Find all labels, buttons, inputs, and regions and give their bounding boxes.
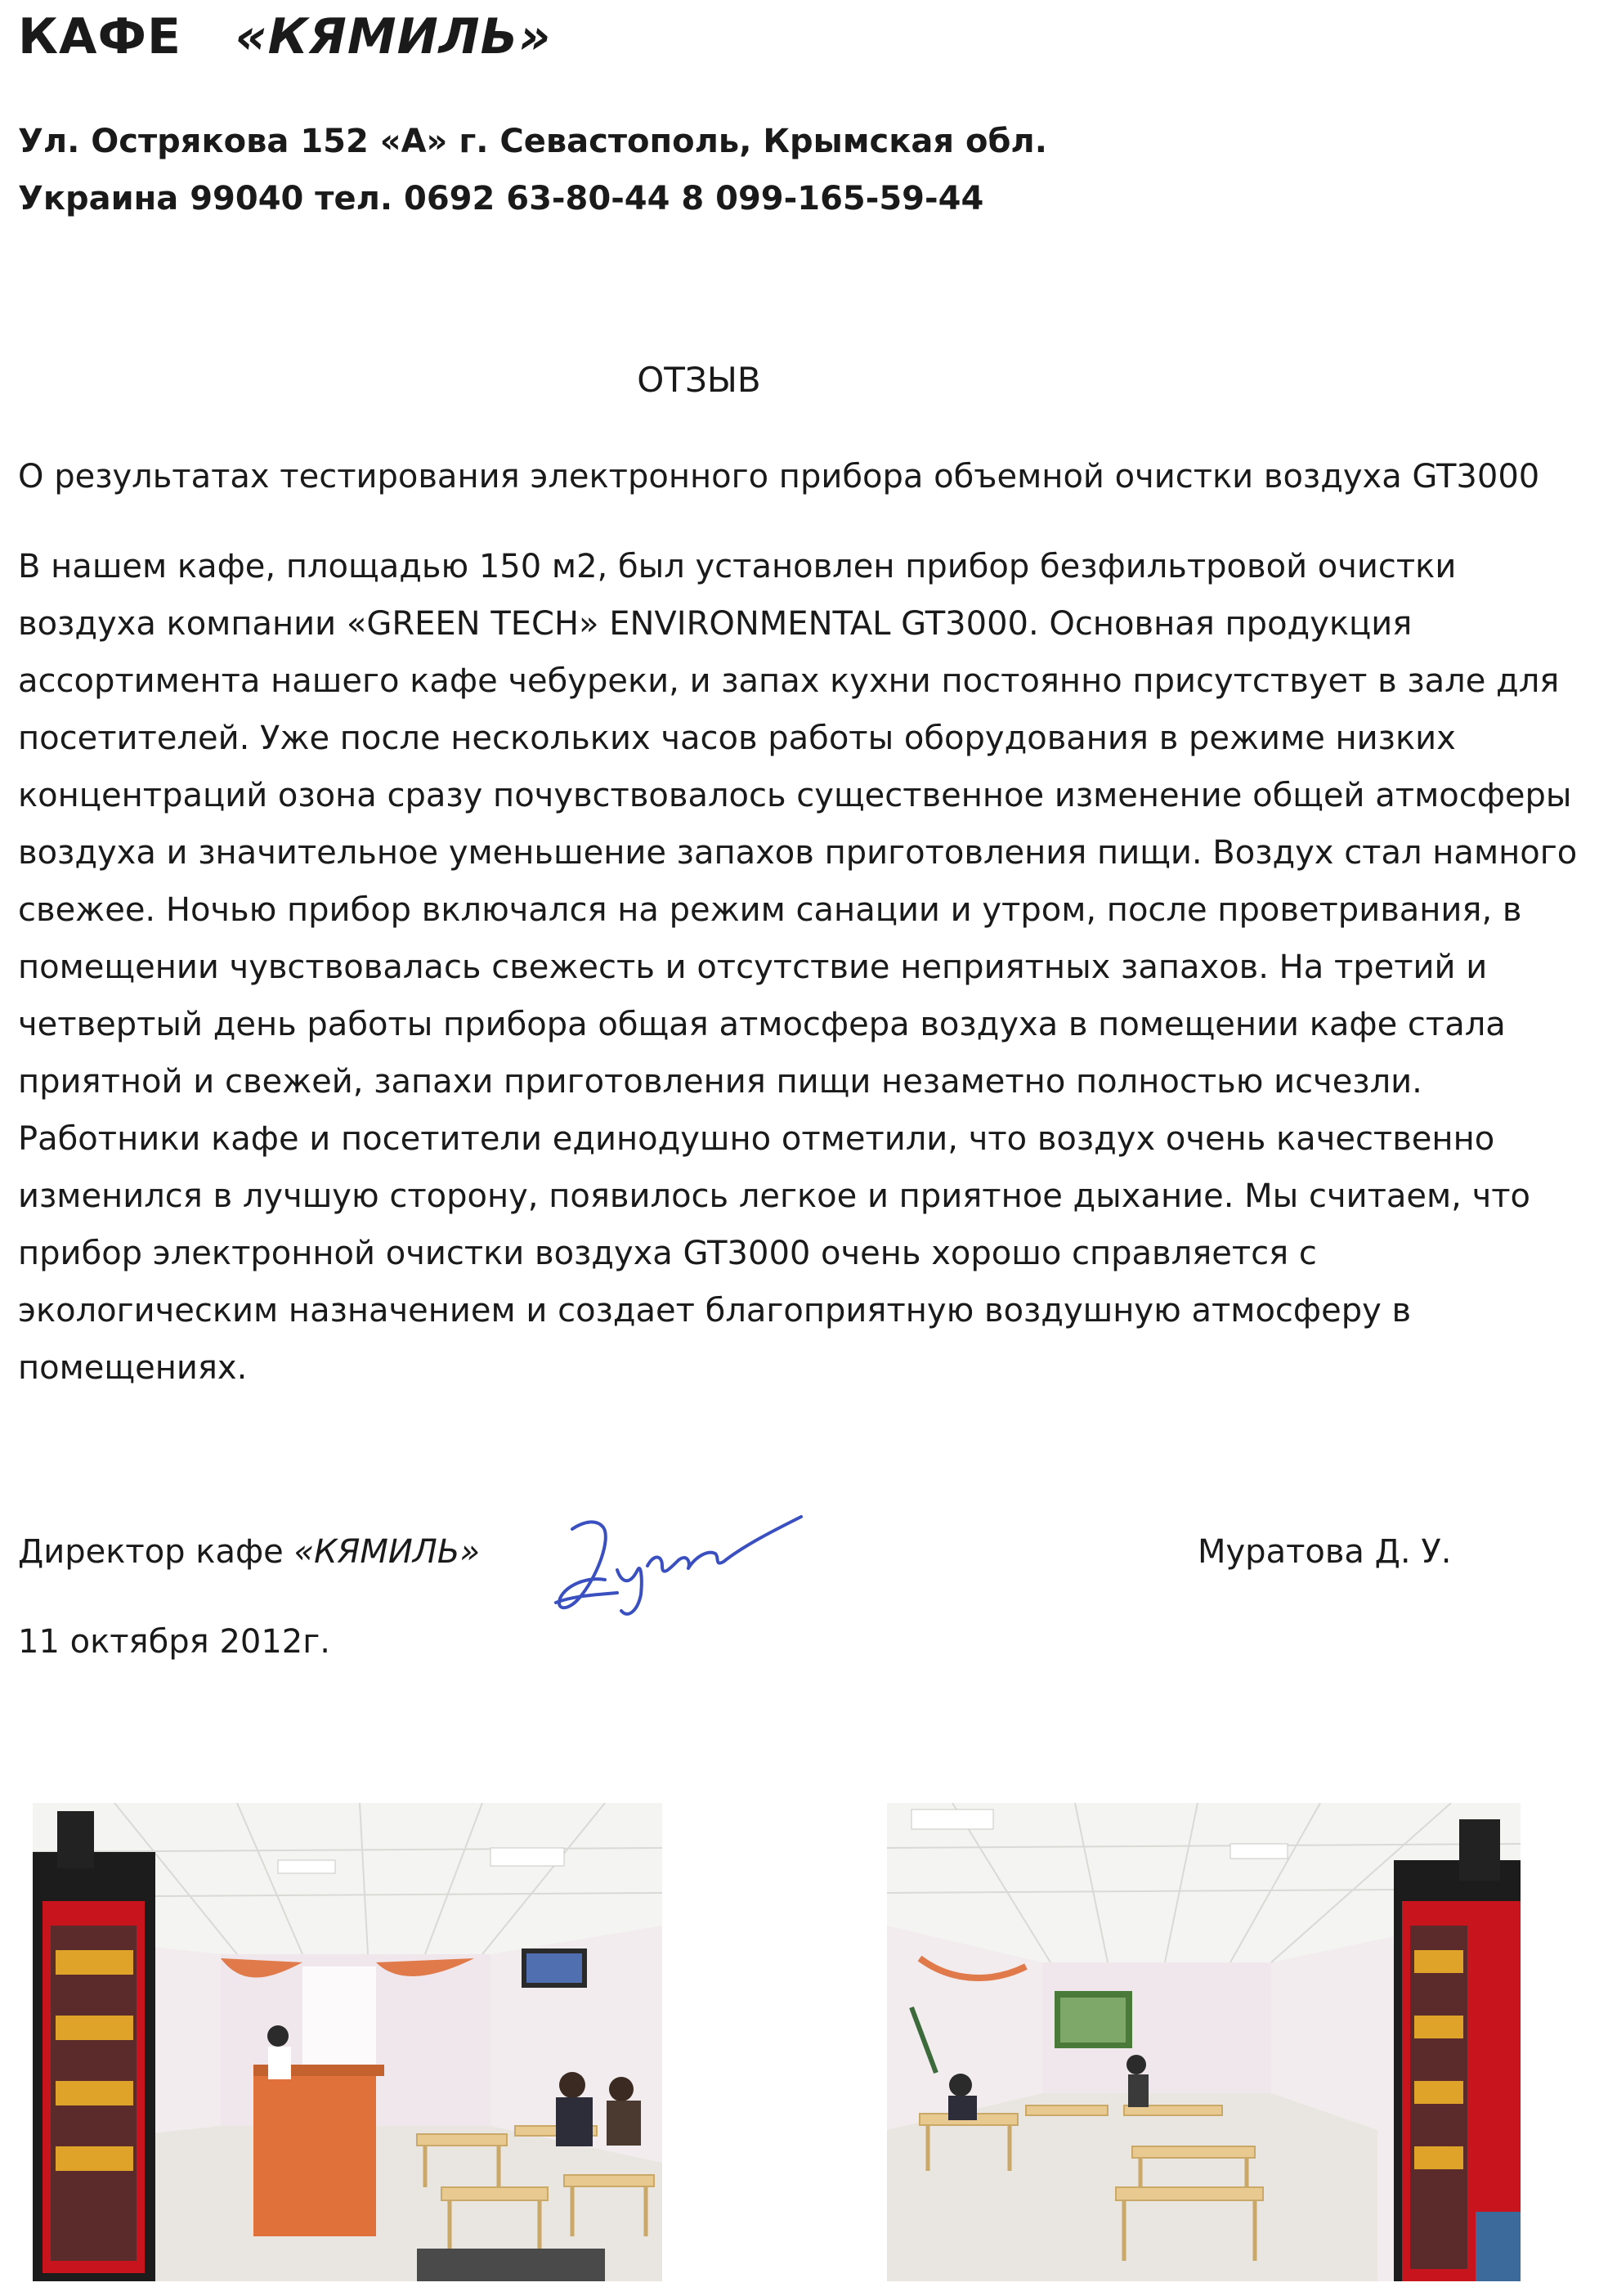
handwritten-signature: [540, 1488, 817, 1630]
body-line: четвертый день работы прибора общая атмосфера воздуха в помещении кафе стала: [18, 1006, 1506, 1043]
director-position-prefix: Директор кафе: [18, 1533, 294, 1571]
document-date: 11 октября 2012г.: [18, 1623, 330, 1661]
body-line: свежее. Ночью прибор включался на режим санации и утром, после проветривания, в: [18, 891, 1522, 929]
document-subject: О результатах тестирования электронного прибора объемной очистки воздуха GT3000: [18, 458, 1540, 496]
body-line: помещении чувствовалась свежесть и отсутствие неприятных запахов. На третий и: [18, 948, 1488, 986]
cafe-title-prefix: КАФЕ: [18, 8, 181, 65]
body-line: воздуха и значительное уменьшение запахов приготовления пищи. Воздух стал намного: [18, 834, 1578, 872]
body-line: В нашем кафе, площадью 150 м2, был установлен прибор безфильтровой очистки: [18, 548, 1457, 585]
body-line: посетителей. Уже после нескольких часов работы оборудования в режиме низких: [18, 720, 1456, 757]
cafe-title-name: «КЯМИЛЬ»: [235, 8, 552, 65]
body-line: изменился в лучшую сторону, появилось легкое и приятное дыхание. Мы считаем, что: [18, 1177, 1530, 1215]
director-position-cafe: «КЯМИЛЬ»: [293, 1533, 481, 1571]
director-name: Муратова Д. У.: [1198, 1533, 1452, 1571]
cafe-interior-photo-1: [33, 1803, 662, 2281]
body-line: Работники кафе и посетители единодушно отметили, что воздух очень качественно: [18, 1120, 1495, 1158]
address-line-2: Украина 99040 тел. 0692 63-80-44 8 099-165-59-44: [18, 180, 984, 217]
body-line: экологическим назначением и создает благоприятную воздушную атмосферу в: [18, 1292, 1412, 1330]
body-line: концентраций озона сразу почувствовалось существенное изменение общей атмосферы: [18, 777, 1572, 814]
body-line: воздуха компании «GREEN TECH» ENVIRONMENTAL GT3000. Основная продукция: [18, 605, 1413, 643]
body-line: помещениях.: [18, 1349, 248, 1387]
cafe-title: [18, 8, 551, 65]
document-title: ОТЗЫВ: [637, 360, 761, 400]
director-position: [18, 1533, 480, 1571]
body-line: ассортимента нашего кафе чебуреки, и запах кухни постоянно присутствует в зале для: [18, 662, 1560, 700]
address-line-1: Ул. Острякова 152 «А» г. Севастополь, Крымская обл.: [18, 123, 1047, 160]
cafe-interior-photo-2: [887, 1803, 1521, 2281]
body-line: прибор электронной очистки воздуха GT3000 очень хорошо справляется с: [18, 1235, 1317, 1272]
body-line: приятной и свежей, запахи приготовления пищи незаметно полностью исчезли.: [18, 1063, 1422, 1101]
